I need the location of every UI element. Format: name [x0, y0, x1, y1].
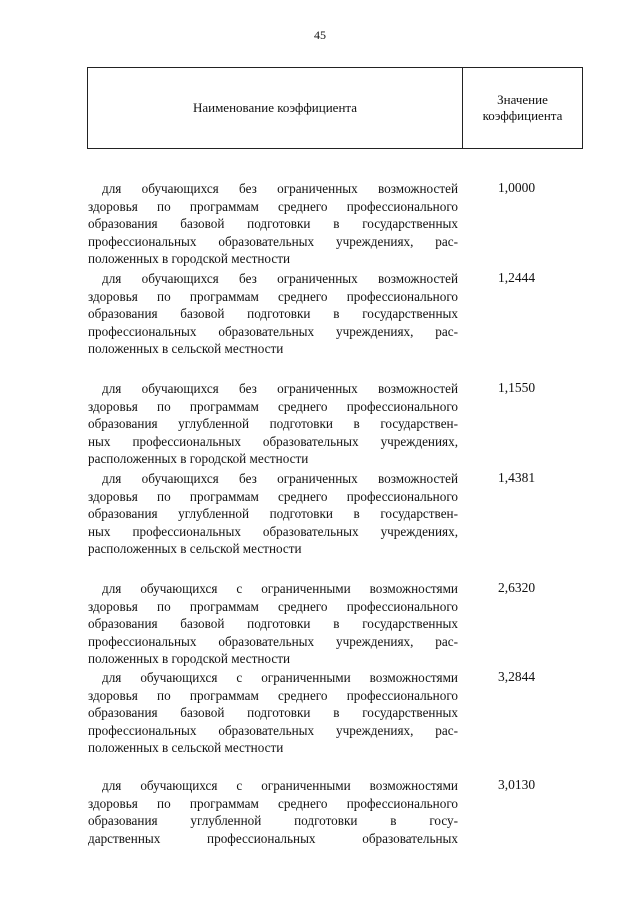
column-header-name: Наименование коэффициента	[88, 68, 463, 148]
description-line: образования углубленной подготовки в государствен-	[88, 506, 458, 522]
coefficient-description	[88, 669, 458, 757]
coefficient-description	[88, 470, 458, 558]
description-line: профессиональных образовательных учреждениях, рас-	[88, 633, 458, 649]
description-line: для обучающихся без ограниченных возможностей	[102, 181, 458, 196]
page-number: 45	[314, 28, 326, 42]
description-line: здоровья по программам среднего профессионального	[88, 488, 458, 504]
description-line: здоровья по программам среднего профессионального	[88, 598, 458, 614]
coefficient-row	[88, 380, 588, 468]
column-header-value	[463, 68, 582, 148]
coefficient-row	[88, 470, 588, 558]
description-line: здоровья по программам среднего профессионального	[88, 288, 458, 304]
description-line: для обучающихся без ограниченных возможностей	[102, 471, 458, 486]
description-line: положенных в городской местности	[88, 651, 291, 667]
coefficient-row	[88, 180, 588, 268]
description-line: для обучающихся с ограниченными возможностями	[102, 778, 458, 793]
description-line: положенных в сельской местности	[88, 341, 284, 357]
coefficient-value: 1,4381	[498, 470, 536, 485]
description-line: расположенных в городской местности	[88, 451, 309, 467]
description-line: профессиональных образовательных учреждениях, рас-	[88, 233, 458, 249]
description-line: образования углубленной подготовки в государствен-	[88, 416, 458, 432]
coefficient-row	[88, 270, 588, 358]
description-line: для обучающихся без ограниченных возможностей	[102, 381, 458, 396]
coefficient-description	[88, 270, 458, 358]
description-line: образования базовой подготовки в государственных	[88, 705, 458, 721]
description-line: для обучающихся с ограниченными возможностями	[102, 581, 458, 596]
coefficient-value: 1,1550	[498, 380, 536, 395]
description-line: здоровья по программам среднего профессионального	[88, 687, 458, 703]
coefficient-value: 1,0000	[498, 180, 536, 195]
description-line: образования углубленной подготовки в госу-	[88, 813, 458, 829]
description-line: здоровья по программам среднего профессионального	[88, 398, 458, 414]
table-header	[87, 67, 583, 149]
description-line: профессиональных образовательных учреждениях, рас-	[88, 323, 458, 339]
coefficient-row	[88, 669, 588, 757]
description-line: образования базовой подготовки в государственных	[88, 616, 458, 632]
coefficient-value: 1,2444	[498, 270, 536, 285]
coefficient-value: 3,0130	[498, 777, 536, 792]
description-line: для обучающихся с ограниченными возможностями	[102, 670, 458, 685]
description-line: образования базовой подготовки в государственных	[88, 216, 458, 232]
coefficient-value: 3,2844	[498, 669, 536, 684]
description-line: расположенных в сельской местности	[88, 541, 302, 557]
coefficient-description	[88, 380, 458, 468]
coefficient-value: 2,6320	[498, 580, 536, 595]
description-line: дарственных профессиональных образовательных	[88, 830, 458, 846]
description-line: образования базовой подготовки в государственных	[88, 306, 458, 322]
coefficient-row	[88, 777, 588, 847]
coefficient-row	[88, 580, 588, 668]
description-line: здоровья по программам среднего профессионального	[88, 795, 458, 811]
description-line: ных профессиональных образовательных учреждениях,	[88, 433, 458, 449]
column-header-value-line1: Значение	[497, 92, 548, 107]
coefficient-description	[88, 777, 458, 847]
description-line: ных профессиональных образовательных учреждениях,	[88, 523, 458, 539]
description-line: здоровья по программам среднего профессионального	[88, 198, 458, 214]
column-header-value-line2: коэффициента	[482, 108, 563, 123]
description-line: для обучающихся без ограниченных возможностей	[102, 271, 458, 286]
coefficient-description	[88, 580, 458, 668]
coefficient-description	[88, 180, 458, 268]
description-line: профессиональных образовательных учреждениях, рас-	[88, 722, 458, 738]
description-line: положенных в городской местности	[88, 251, 291, 267]
description-line: положенных в сельской местности	[88, 740, 284, 756]
